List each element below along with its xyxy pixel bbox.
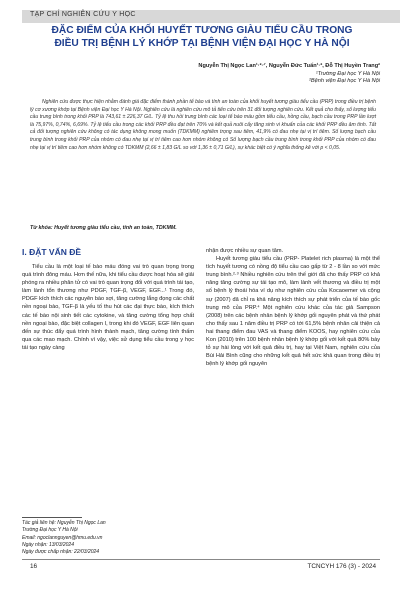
corresponding-institution: Trường Đại học Y Hà Nội (22, 527, 78, 534)
body-paragraph-continued: nhận được nhiều sự quan tâm. (206, 248, 284, 254)
footer-journal: TCNCYH 176 (3) - 2024 (307, 563, 376, 570)
affiliation-2: ²Bệnh viện Đại học Y Hà Nội (309, 78, 380, 84)
article-title (22, 24, 382, 50)
abstract: Nghiên cứu được thực hiện nhằm đánh giá đặc điểm thành phần tế bào và tính an toàn của khối huyết tương giàu tiểu cầu (PRP) trong điều trị bệnh lý cơ xương khớp tại Bệnh viện Đại học Y Hà Nội. Nghiên cứu là nghiên cứu mô tả tiến cứu trên 31 đối tượng nghiên cứu. Kết quả cho thấy, số lượng tiểu cầu trung bình trong khối PRP là 743,61 ± 226,37 G/L. Tỷ lệ thu hồi trung bình các loại tế bào máu gồm tiểu cầu, hồng cầu, bạch cầu trong PRP lần lượt là 75,97%, 0,74%, 6,69%. Tỷ lệ tiểu cầu trong các khối PRP đều đạt trên 70% và kết quả nuôi cấy tăng sinh vi khuẩn của các khối PRP đều âm tính. Tất cả đối tượng nghiên cứu không có tác dụng không mong muốn (TDKMM) nghiêm trọng sau tiêm, 41,9% có đau nhẹ tại vị trí tiêm. Số lượng bạch cầu trung bình trong khối PRP của nhóm có đau nhẹ tại vị trí tiêm cao hơn nhóm không có Số lượng bạch cầu trung bình trong khối PRP của nhóm có đau nhẹ tại vị trí tiêm cao hơn nhóm không có TDKMM (2,66 ± 1,83 G/L so với 1,36 ± 0,71 G/L), sự khác biệt có ý nghĩa thống kê với p < 0,05. (30, 99, 376, 151)
journal-name: TẠP CHÍ NGHIÊN CỨU Y HỌC (30, 11, 136, 18)
footer-divider (22, 559, 380, 560)
body-paragraph: Huyết tương giàu tiểu cầu (PRP- Platelet rich plasma) là một thể tích huyết tương có nồng độ tiểu cầu cao gấp từ 2 - 8 lần so với mức trung bình.²·³ Nhiều nghiên cứu trên thế giới đã cho thấy PRP có khả năng tăng cường sự tái tạo mô, làm lành vết thương và điều trị một số bệnh lý thoái hóa ví dụ như nghiên cứu của Kocaoemer và cộng sự (2007) đã chỉ ra khả năng kích thích sự phát triển của tế bào gốc trung mô của PRP.⁴ Một nghiên cứu khác của tác giả Sampson (2008) trên các bệnh nhân bệnh lý khớp gối nguyên phát và thứ phát cho thấy sau 1 năm điều trị PRP có tới 61,5% bệnh nhân cải thiện cả hai thang điểm đau VAS và thang điểm KOOS, hay nghiên cứu của Kon (2010) trên 100 bệnh nhân bệnh lý khớp gối với kết quả 80% bày tỏ sự hài lòng với kết quả điều trị, hay tại Việt Nam, nghiên cứu của Bùi Hải Bình cũng cho những kết quả hết sức khả quan trong điều trị bệnh lý khớp gối nguyên (206, 256, 380, 368)
corresponding-email: Email: ngoclannguyen@hmu.edu.vn (22, 534, 103, 541)
correspondence-note (22, 520, 194, 556)
body-column-left (22, 263, 194, 352)
section-heading: I. ĐẶT VẤN ĐỀ (22, 247, 82, 257)
keywords: Từ khóa: Huyết tương giàu tiểu cầu, tính an toàn, TDKMM. (30, 225, 177, 231)
accepted-date: Ngày được chấp nhận: 22/03/2024 (22, 549, 100, 556)
article-title-line-2: ĐIỀU TRỊ BỆNH LÝ KHỚP TẠI BỆNH VIỆN ĐẠI HỌC Y HÀ NỘI (54, 38, 350, 49)
body-paragraph: Tiểu cầu là một loại tế bào máu đóng vai trò quan trọng trong quá trình đông máu. Hơn thế nữa, khi tiểu cầu được hoạt hóa sẽ giải phóng ra nhiều phân tử có vai trò quan trọng đối với quá trình tái tạo, làm lành tổn thương như PDGF, TGF-β, VEGF, EGF...¹ Trong đó, PDGF kích thích các nguyên bào sợi, tăng cường lắng đọng các chất nền ngoại bào, TGF-β là yếu tố thu hút các đại thực bào, kích thích các tế bào nội sinh tiết các cytokine, và tăng cường tổng hợp chất nền ngoại bào, đặc biệt collagen I, trong khi đó VEGF, EGF liên quan đến sự thúc đẩy quá trình hình thành mạch, tăng cường tính thấm qua các mao mạch. Chính vì vậy, việc sử dụng tiểu cầu trong y học tái tạo ngày càng (22, 264, 194, 351)
page-number: 16 (30, 563, 38, 570)
corresponding-author: Tác giả liên hệ: Nguyễn Thị Ngọc Lan (22, 520, 106, 526)
author-block (198, 63, 380, 86)
body-column-right (206, 247, 380, 368)
affiliation-1: ¹Trường Đại học Y Hà Nội (315, 70, 380, 77)
article-title-line-1: ĐẶC ĐIỂM CỦA KHỐI HUYẾT TƯƠNG GIÀU TIỂU CẦU TRONG (51, 25, 353, 36)
footnote-divider (22, 517, 82, 518)
author-names: Nguyễn Thị Ngọc Lan¹·²·ᐟ, Nguyễn Đức Tuấn¹·², Đỗ Thị Huyền Trang² (198, 63, 380, 69)
received-date: Ngày nhận: 13/03/2024 (22, 541, 74, 548)
